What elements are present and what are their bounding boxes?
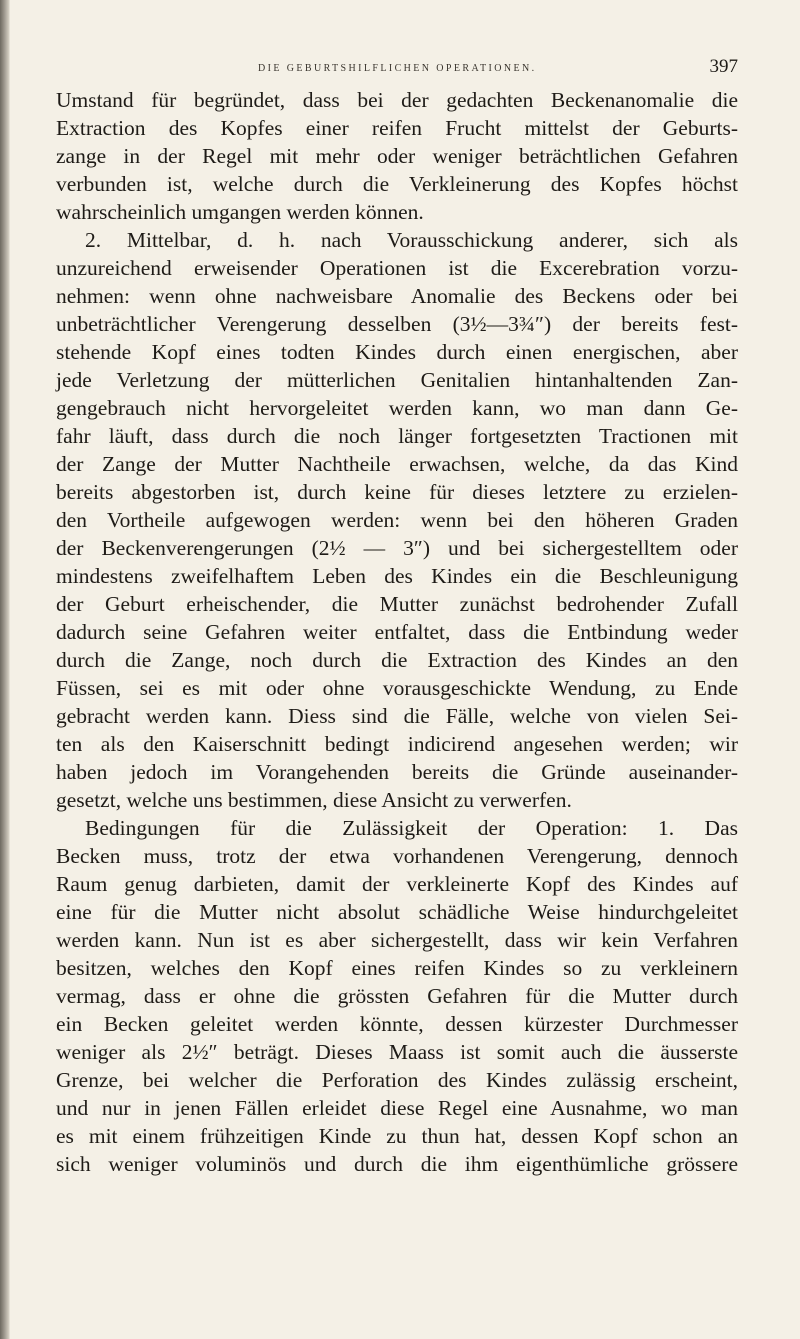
text-line: zange in der Regel mit mehr oder weniger beträchtlichen Gefahren bbox=[56, 144, 738, 168]
text-line: besitzen, welches den Kopf eines reifen Kindes so zu verkleinern bbox=[56, 956, 738, 980]
text-line: gesetzt, welche uns bestimmen, diese Ansicht zu verwerfen. bbox=[56, 788, 572, 812]
text-line: vermag, dass er ohne die grössten Gefahren für die Mutter durch bbox=[56, 984, 738, 1008]
text-line: werden kann. Nun ist es aber sichergestellt, dass wir kein Verfahren bbox=[56, 928, 738, 952]
text-line: unbeträchtlicher Verengerung desselben (3½—3¾″) der bereits fest- bbox=[56, 312, 738, 336]
text-line: Extraction des Kopfes einer reifen Frucht mittelst der Geburts- bbox=[56, 116, 738, 140]
text-line: verbunden ist, welche durch die Verkleinerung des Kopfes höchst bbox=[56, 172, 738, 196]
binding-edge bbox=[0, 0, 10, 1339]
text-line: ein Becken geleitet werden könnte, dessen kürzester Durchmesser bbox=[56, 1012, 738, 1036]
text-line: der Geburt erheischender, die Mutter zunächst bedrohender Zufall bbox=[56, 592, 738, 616]
text-line: nehmen: wenn ohne nachweisbare Anomalie des Beckens oder bei bbox=[56, 284, 738, 308]
text-line: sich weniger voluminös und durch die ihm eigenthümliche grössere bbox=[56, 1152, 738, 1176]
text-line: es mit einem frühzeitigen Kinde zu thun hat, dessen Kopf schon an bbox=[56, 1124, 738, 1148]
section-heading-line: Bedingungen für die Zulässigkeit der Operation: 1. Das bbox=[85, 816, 738, 840]
text-line: stehende Kopf eines todten Kindes durch einen energischen, aber bbox=[56, 340, 738, 364]
text-line: jede Verletzung der mütterlichen Genitalien hintanhaltenden Zan- bbox=[56, 368, 738, 392]
text-line: Grenze, bei welcher die Perforation des Kindes zulässig erscheint, bbox=[56, 1068, 738, 1092]
text-line: ten als den Kaiserschnitt bedingt indicirend angesehen werden; wir bbox=[56, 732, 738, 756]
text-line: der Beckenverengerungen (2½ — 3″) und bei sichergestelltem oder bbox=[56, 536, 738, 560]
text-line: haben jedoch im Vorangehenden bereits die Gründe auseinander- bbox=[56, 760, 738, 784]
text-line: eine für die Mutter nicht absolut schädliche Weise hindurchgeleitet bbox=[56, 900, 738, 924]
text-line: gebracht werden kann. Diess sind die Fälle, welche von vielen Sei- bbox=[56, 704, 738, 728]
text-line: 2. Mittelbar, d. h. nach Vorausschickung anderer, sich als bbox=[85, 228, 738, 252]
running-header: DIE GEBURTSHILFLICHEN OPERATIONEN. bbox=[258, 63, 537, 74]
text-line: Becken muss, trotz der etwa vorhandenen Verengerung, dennoch bbox=[56, 844, 738, 868]
text-line: unzureichend erweisender Operationen ist die Excerebration vorzu- bbox=[56, 256, 738, 280]
text-line: Füssen, sei es mit oder ohne vorausgeschickte Wendung, zu Ende bbox=[56, 676, 738, 700]
text-line: Umstand für begründet, dass bei der gedachten Beckenanomalie die bbox=[56, 88, 738, 112]
text-line: Raum genug darbieten, damit der verkleinerte Kopf des Kindes auf bbox=[56, 872, 738, 896]
text-line: und nur in jenen Fällen erleidet diese Regel eine Ausnahme, wo man bbox=[56, 1096, 738, 1120]
text-line: bereits abgestorben ist, durch keine für dieses letztere zu erzielen- bbox=[56, 480, 738, 504]
text-line: gengebrauch nicht hervorgeleitet werden kann, wo man dann Ge- bbox=[56, 396, 738, 420]
text-line: weniger als 2½″ beträgt. Dieses Maass ist somit auch die äusserste bbox=[56, 1040, 738, 1064]
text-line: der Zange der Mutter Nachtheile erwachsen, welche, da das Kind bbox=[56, 452, 738, 476]
text-line: fahr läuft, dass durch die noch länger fortgesetzten Tractionen mit bbox=[56, 424, 738, 448]
text-line: wahrscheinlich umgangen werden können. bbox=[56, 200, 424, 224]
page-number: 397 bbox=[709, 56, 738, 77]
text-line: den Vortheile aufgewogen werden: wenn bei den höheren Graden bbox=[56, 508, 738, 532]
text-line: dadurch seine Gefahren weiter entfaltet, dass die Entbindung weder bbox=[56, 620, 738, 644]
text-line: durch die Zange, noch durch die Extraction des Kindes an den bbox=[56, 648, 738, 672]
text-line: mindestens zweifelhaftem Leben des Kindes ein die Beschleunigung bbox=[56, 564, 738, 588]
